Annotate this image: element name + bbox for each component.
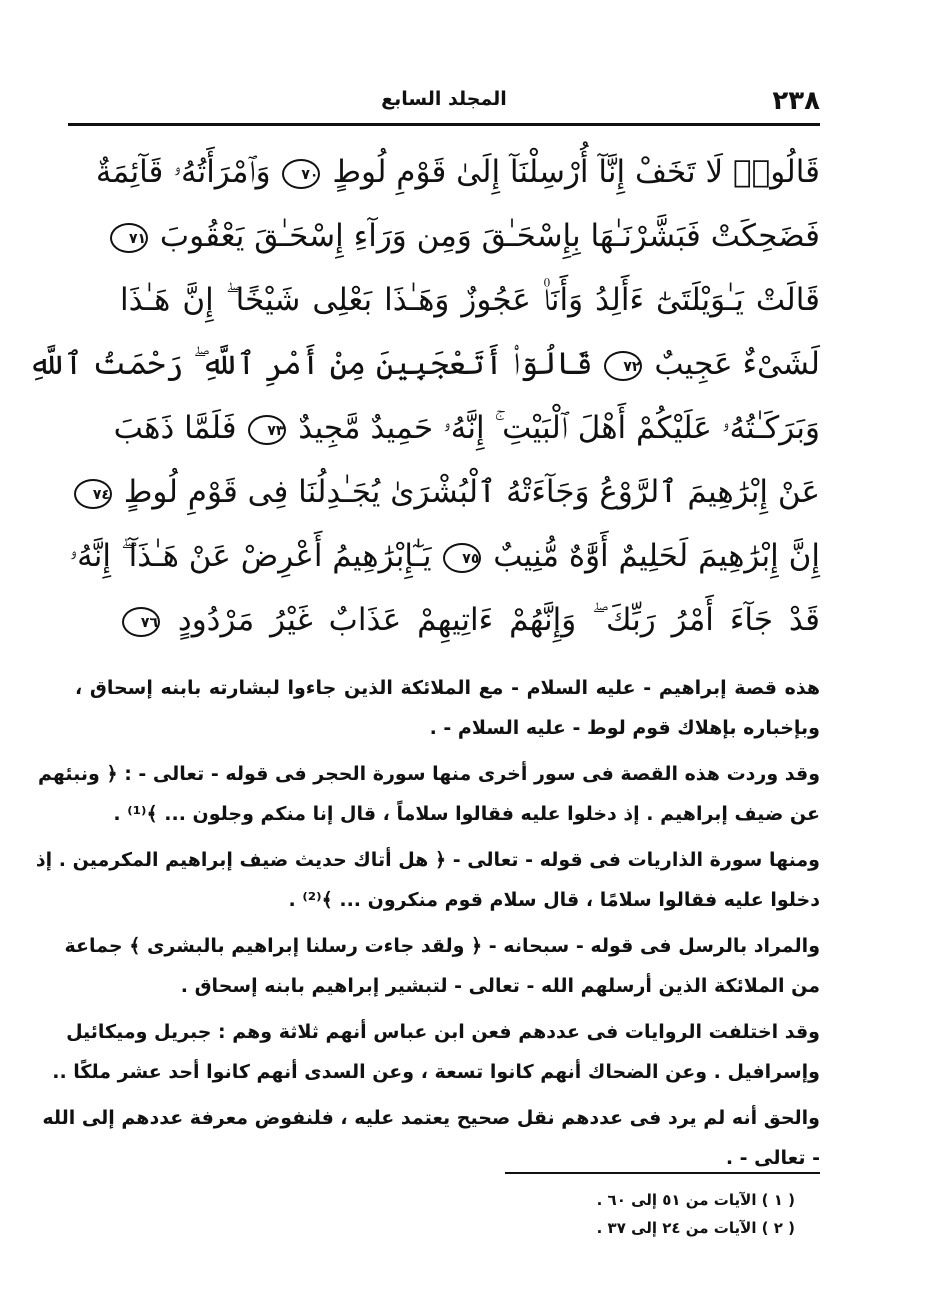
ayah-text: فَضَحِكَتْ فَبَشَّرْنَـٰهَا بِإِسْحَـٰقَ وَمِن وَرَآءِ إِسْحَـٰقَ يَعْقُوبَ (159, 218, 820, 254)
header-divider (68, 123, 820, 126)
running-title: المجلد السابع (381, 88, 507, 110)
commentary-line: - تعالى - . (725, 1147, 820, 1169)
quran-line (120, 588, 820, 652)
ayah-number-marker: ٧١ (110, 223, 148, 253)
ayah-text: قَدْ جَآءَ أَمْرُ رَبِّكَ ۖ وَإِنَّهُمْ ءَاتِيهِمْ عَذَابٌ غَيْرُ مَرْدُودٍ (177, 602, 820, 638)
ayah-text: إِنَّ إِبْرَٰهِيمَ لَحَلِيمٌ أَوَّٰهٌ مُّنِيبٌ (493, 538, 820, 574)
commentary-line: عن ضيف إبراهيم . إذ دخلوا عليه فقالوا سلاماً ، قال إنا منكم وجلون ... ﴾⁽¹⁾ . (113, 803, 820, 825)
footnotes-block (395, 1186, 795, 1242)
commentary-line: وقد اختلفت الروايات فى عددهم فعن ابن عباس أنهم ثلاثة وهم : جبريل وميكائيل (66, 1021, 820, 1043)
commentary-line: والحق أنه لم يرد فى عددهم نقل صحيح يعتمد عليه ، فلنفوض معرفة عددهم إلى الله (42, 1107, 820, 1129)
ayah-number-marker: ٧٢ (604, 351, 642, 381)
quran-verses-block (28, 140, 820, 652)
commentary-line: دخلوا عليه فقالوا سلامًا ، قال سلام قوم منكرون ... ﴾⁽²⁾ . (288, 889, 820, 911)
page-number: ٢٣٨ (772, 86, 820, 116)
ayah-text: فَلَمَّا ذَهَبَ (113, 410, 237, 446)
quran-line (69, 524, 820, 588)
ayah-text: وَٱمْرَأَتُهُۥ قَآئِمَةٌ (95, 154, 271, 190)
ayah-number-marker: ٧٤ (74, 479, 112, 509)
ayah-text: قَالُوا۟ لَا تَخَفْ إِنَّآ أُرْسِلْنَآ إِلَىٰ قَوْمِ لُوطٍ (332, 154, 820, 190)
commentary-block (35, 668, 820, 1184)
footnote-divider (505, 1172, 820, 1174)
ayah-text: قَالُوٓا۟ أَتَعْجَبِينَ مِنْ أَمْرِ ٱللَّهِ ۖ رَحْمَتُ ٱللَّهِ (28, 346, 593, 382)
ayah-text: قَالَتْ يَـٰوَيْلَتَىٰٓ ءَأَلِدُ وَأَنَا۠ عَجُوزٌ وَهَـٰذَا بَعْلِى شَيْخًا ۖ إِنَّ هَـٰذَا (120, 282, 820, 318)
commentary-line: وقد وردت هذه القصة فى سور أخرى منها سورة الحجر فى قوله - تعالى - : ﴿ ونبئهم (37, 763, 820, 785)
ayah-number-marker: ٧٠ (282, 159, 320, 189)
commentary-line: وإسرافيل . وعن الضحاك أنهم كانوا تسعة ، وعن السدى أنهم كانوا أحد عشر ملكًا .. (52, 1061, 820, 1083)
commentary-paragraph (64, 926, 820, 1006)
commentary-line: وبإخباره بإهلاك قوم لوط - عليه السلام - . (429, 717, 820, 739)
footnote-2: ( ٢ ) الآيات من ٢٤ إلى ٣٧ . (596, 1219, 795, 1237)
page-header (68, 80, 820, 120)
ayah-text: يَـٰٓإِبْرَٰهِيمُ أَعْرِضْ عَنْ هَـٰذَآ ۖ إِنَّهُۥ (69, 538, 432, 574)
quran-line (120, 268, 820, 332)
commentary-paragraph (42, 1098, 820, 1178)
commentary-line: هذه قصة إبراهيم - عليه السلام - مع الملائكة الذين جاءوا لبشارته بابنه إسحاق ، (75, 677, 820, 699)
ayah-text: وَبَرَكَـٰتُهُۥ عَلَيْكُمْ أَهْلَ ٱلْبَيْتِ ۚ إِنَّهُۥ حَمِيدٌ مَّجِيدٌ (298, 410, 820, 446)
quran-line (95, 140, 820, 204)
commentary-paragraph (75, 668, 820, 748)
commentary-paragraph (37, 754, 820, 834)
commentary-paragraph (52, 1012, 820, 1092)
quran-line (113, 396, 820, 460)
ayah-text: لَشَىْءٌ عَجِيبٌ (654, 346, 820, 382)
commentary-line: من الملائكة الذين أرسلهم الله - تعالى - لتبشير إبراهيم بابنه إسحاق . (180, 975, 820, 997)
ayah-number-marker: ٧٣ (248, 415, 286, 445)
commentary-paragraph (35, 840, 820, 920)
footnote-1: ( ١ ) الآيات من ٥١ إلى ٦٠ . (596, 1191, 795, 1209)
quran-line (92, 460, 820, 524)
ayah-number-marker: ٧٥ (443, 543, 481, 573)
commentary-line: والمراد بالرسل فى قوله - سبحانه - ﴿ ولقد جاءت رسلنا إبراهيم بالبشرى ﴾ جماعة (64, 935, 820, 957)
quran-line (120, 204, 820, 268)
ayah-text: عَنْ إِبْرَٰهِيمَ ٱلرَّوْعُ وَجَآءَتْهُ ٱلْبُشْرَىٰ يُجَـٰدِلُنَا فِى قَوْمِ لُوطٍ (123, 474, 820, 510)
quran-line (28, 332, 820, 396)
ayah-number-marker: ٧٦ (122, 607, 160, 637)
commentary-line: ومنها سورة الذاريات فى قوله - تعالى - ﴿ هل أتاك حديث ضيف إبراهيم المكرمين . إذ (35, 849, 820, 871)
